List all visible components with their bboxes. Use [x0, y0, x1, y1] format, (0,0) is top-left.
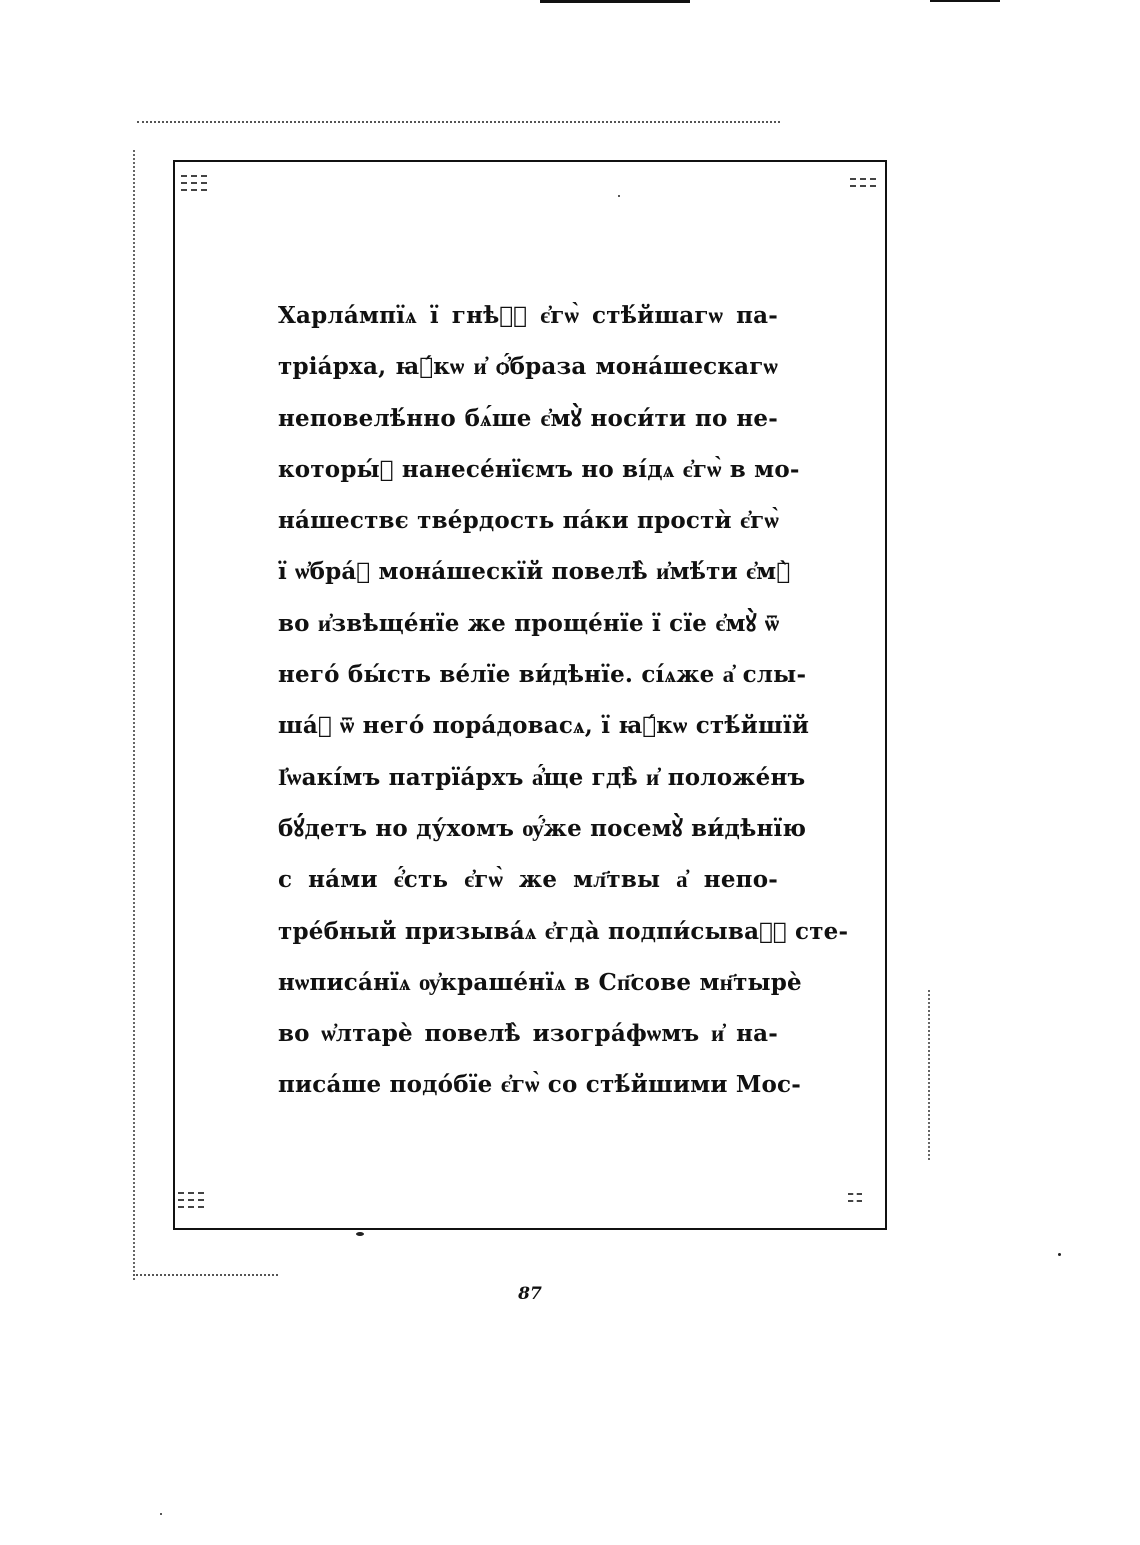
text-line: тре́бный призыва́ѧ є҆гда̀ подпи́сываⷭ҇ сте- [278, 917, 849, 945]
text-line: писа́ше подо́бїе є҆гѡ̀ со стѣ́йшими Мос- [278, 1071, 802, 1099]
scan-speck [618, 195, 620, 197]
text-line: ї ѡ҆бра́ⷥ мона́шескїй повелѣ̀ и҆мѣ́ти є҆мꙋ̀ [278, 558, 791, 586]
text-line: ша́ⷥ ѿ него́ пора́довасѧ, ї ꙗ҆́кѡ стѣ́йшїй [278, 712, 810, 740]
text-line: котоpы́ⷯ нанесе́нїємъ но ві́дѧ є҆гѡ̀ в мо- [278, 455, 800, 483]
text-line: с на́ми є҆́сть є҆гѡ̀ же мл҃твы а҆ непо- [278, 866, 778, 894]
scan-artifact-top [540, 0, 690, 3]
text-line: неповелѣ́нно бѧ́ше є҆мꙋ̀ носи́ти по не- [278, 404, 778, 432]
header-dotted-rule [137, 121, 780, 123]
text-line: бꙋ́детъ но ду́хомъ ѹ҆́же посемꙋ̀ ви́дѣнїю [278, 814, 807, 842]
right-margin-dots [928, 990, 930, 1160]
text-line: во ѡ҆лтарѐ повелѣ̀ изогра́фѡмъ и҆ на- [278, 1020, 778, 1048]
text-line: на́шествє тве́рдость па́ки простѝ є҆гѡ̀ [278, 507, 779, 535]
scan-artifact-top-right [930, 0, 1000, 2]
corner-ornament-top-right [850, 178, 876, 196]
corner-ornament-bottom-left [178, 1192, 204, 1210]
text-line: во и҆звѣще́нїе же проще́нїе ї сїе є҆мꙋ̀ ѿ [278, 609, 780, 637]
text-line: Харла́мпїѧ ї гнѣⷭ҇ є҆гѡ̀ стѣ́йшагѡ па- [278, 302, 778, 329]
left-margin-dots [133, 150, 135, 1280]
scan-speck [160, 1513, 162, 1515]
page-number: 87 [518, 1284, 542, 1304]
text-line: нѡписа́нїѧ ѹ҆краше́нїѧ в Сп҃сове мн҃тырѐ [278, 968, 802, 996]
text-line: І҆ѡакі́мъ патрїа́рхъ а҆́ще гдѣ̀ и҆ положе́нъ [278, 763, 806, 791]
scan-speck [1058, 1253, 1061, 1256]
main-text [278, 290, 849, 1111]
text-line: тріа́рха, ꙗ҆́кѡ и҆ ѻ҆́браза мона́шескагѡ [278, 353, 778, 381]
text-line: него́ бы́сть ве́лїе ви́дѣнїе. сі́ѧже а҆ слы- [278, 661, 807, 689]
scan-speck [356, 1232, 364, 1236]
corner-ornament-top-left [181, 175, 207, 193]
corner-ornament-bottom-right [848, 1193, 862, 1211]
footer-dotted-rule [133, 1274, 278, 1276]
